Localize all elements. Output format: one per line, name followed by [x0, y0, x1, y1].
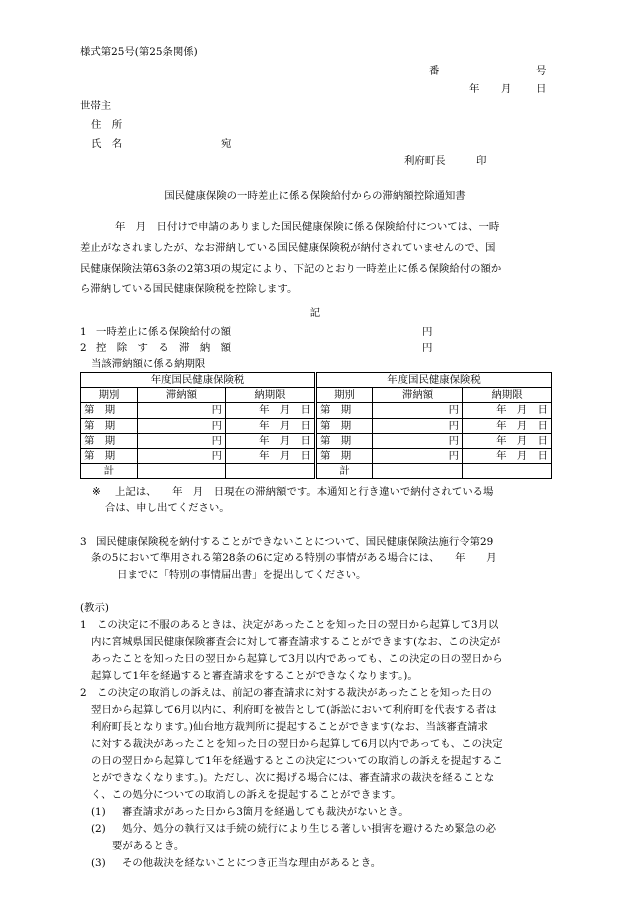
form-number: 様式第25号(第25条関係): [80, 46, 198, 58]
total-label: 計: [81, 464, 138, 479]
item-1-unit: 円: [422, 326, 433, 338]
row-label: 第 期: [81, 433, 138, 448]
row-label: 第 期: [81, 403, 138, 418]
due-date-cell: 年 月 日: [463, 433, 552, 448]
group-header-left: 年度国民健康保険税: [81, 373, 316, 388]
item-2-unit: 円: [422, 342, 433, 354]
note-mark: ※: [92, 486, 101, 498]
item-2-label: 控 除 す る 滞 納 額: [96, 342, 232, 354]
col-kibetsu-right: 期別: [316, 388, 373, 403]
kyouji-1-line-3: あったことを知った日の翌日から起算して3月以内であっても、この決定の日の翌日から: [91, 653, 503, 665]
householder-label: 世帯主: [80, 100, 112, 112]
note-line-1: 上記は、 年 月 日現在の滞納額です。本通知と行き違いで納付されている場: [115, 486, 494, 498]
table-row: [81, 418, 552, 433]
table-column-header-row: [81, 388, 552, 403]
sub-1-number: (1): [91, 806, 106, 818]
due-date-cell: 年 月 日: [226, 403, 316, 418]
row-label: 第 期: [81, 448, 138, 463]
due-date-cell: 年 月 日: [226, 433, 316, 448]
due-date-cell: 年 月 日: [463, 448, 552, 463]
due-date-cell: 年 月 日: [226, 418, 316, 433]
kyouji-2-line-7: く、この処分についての取消しの訴えを提起することができます。: [91, 789, 402, 801]
due-date-cell: 年 月 日: [226, 448, 316, 463]
col-noukigen-left: 納期限: [226, 388, 316, 403]
number-label-go: 号: [536, 65, 547, 77]
row-label: 第 期: [81, 418, 138, 433]
group-header-right: 年度国民健康保険税: [316, 373, 552, 388]
body-line-4: ら滞納している国民健康保険税を控除します。: [80, 283, 298, 295]
date-month-label: 月: [501, 83, 512, 95]
item-3-line-3: 日までに「特別の事情届出書」を提出してください。: [117, 569, 367, 581]
issuer-name: 利府町長: [404, 155, 446, 167]
issuer-seal: 印: [476, 155, 487, 167]
due-date-cell: 年 月 日: [463, 418, 552, 433]
table-row: [81, 433, 552, 448]
body-line-1: 年 月 日付けで申請のありました国民健康保険に係る保険給付については、一時: [115, 221, 500, 233]
item-3-line-2: 条の5において準用される第28条の6に定める特別の事情がある場合には、 年 月: [91, 552, 497, 564]
ki-heading: 記: [309, 307, 321, 319]
item-1-number: 1: [80, 326, 87, 338]
row-label: 第 期: [316, 418, 373, 433]
kyouji-2-line-6: とができなくなります。)。ただし、次に掲げる場合には、審査請求の裁決を経ることな: [91, 772, 495, 784]
sub-3-text: その他裁決を経ないことにつき正当な理由があるとき。: [122, 857, 382, 869]
amount-cell: 円: [138, 418, 226, 433]
item-1-label: 一時差止に係る保険給付の額: [96, 326, 232, 338]
col-tainougaku-left: 滞納額: [138, 388, 226, 403]
kyouji-heading: (教示): [80, 602, 109, 614]
col-kibetsu-left: 期別: [81, 388, 138, 403]
row-label: 第 期: [316, 448, 373, 463]
name-label: 氏 名: [91, 138, 123, 150]
kyouji-2-line-5: の日の翌日から起算して1年を経過するとこの決定についての取消しの訴えを提起するこ: [91, 755, 503, 767]
total-label: 計: [316, 464, 373, 479]
total-empty-cell: [226, 464, 316, 479]
item-3-line-1: 国民健康保険税を納付することができないことについて、国民健康保険法施行令第29: [96, 536, 494, 548]
total-amount-cell: [138, 464, 226, 479]
date-year-label: 年: [469, 83, 480, 95]
total-empty-cell: [463, 464, 552, 479]
amount-cell: 円: [138, 448, 226, 463]
kyouji-1-line-2: 内に宮城県国民健康保険審査会に対して審査請求することができます(なお、この決定が: [91, 636, 501, 648]
sub-1-text: 審査請求があった日から3箇月を経過しても裁決がないとき。: [122, 806, 409, 818]
date-day-label: 日: [536, 83, 547, 95]
sub-2-line-1: 処分、処分の執行又は手続の続行により生じる著しい損害を避けるため緊急の必: [122, 823, 497, 835]
amount-cell: 円: [373, 403, 463, 418]
col-noukigen-right: 納期限: [463, 388, 552, 403]
kyouji-1-number: 1: [80, 619, 87, 631]
kyouji-2-line-2: 翌日から起算して6月以内に、利府町を被告として(訴訟において利府町を代表する者は: [91, 704, 497, 716]
amount-cell: 円: [138, 403, 226, 418]
sub-2-line-2: 要があるとき。: [112, 840, 185, 852]
kyouji-2-line-3: 利府町長となります。)仙台地方裁判所に提起することができます(なお、当該審査請求: [91, 721, 488, 733]
sub-3-number: (3): [91, 857, 106, 869]
due-date-table: [80, 372, 552, 479]
kyouji-1-line-4: 起算して1年を経過すると審査請求をすることができなくなります。)。: [91, 670, 418, 682]
kyouji-2-line-1: この決定の取消しの訴えは、前記の審査請求に対する裁決があったことを知った日の: [97, 687, 492, 699]
addressee-suffix: 宛: [221, 138, 232, 150]
total-amount-cell: [373, 464, 463, 479]
note-line-2: 合は、申し出てください。: [105, 502, 230, 514]
table-caption: 当該滞納額に係る納期限: [91, 358, 206, 370]
document-title: 国民健康保険の一時差止に係る保険給付からの滞納額控除通知書: [164, 190, 466, 202]
amount-cell: 円: [373, 448, 463, 463]
table-row: [81, 403, 552, 418]
col-tainougaku-right: 滞納額: [373, 388, 463, 403]
body-line-3: 民健康保険法第63条の2第3項の規定により、下記のとおり一時差止に係る保険給付の額か: [80, 263, 502, 275]
item-2-number: 2: [80, 342, 87, 354]
address-label: 住 所: [91, 119, 123, 131]
amount-cell: 円: [138, 433, 226, 448]
number-label-ban: 番: [429, 65, 440, 77]
amount-cell: 円: [373, 433, 463, 448]
sub-2-number: (2): [91, 823, 106, 835]
row-label: 第 期: [316, 433, 373, 448]
row-label: 第 期: [316, 403, 373, 418]
item-3-number: 3: [80, 536, 87, 548]
due-date-cell: 年 月 日: [463, 403, 552, 418]
table-group-header-row: [81, 373, 552, 388]
kyouji-2-number: 2: [80, 687, 87, 699]
table-total-row: [81, 464, 552, 479]
amount-cell: 円: [373, 418, 463, 433]
body-line-2: 差止がなされましたが、なお滞納している国民健康保険税が納付されていませんので、国: [80, 242, 496, 254]
kyouji-2-line-4: に対する裁決があったことを知った日の翌日から起算して6月以内であっても、この決定: [91, 738, 503, 750]
table-row: [81, 448, 552, 463]
kyouji-1-line-1: この決定に不服のあるときは、決定があったことを知った日の翌日から起算して3月以: [97, 619, 499, 631]
